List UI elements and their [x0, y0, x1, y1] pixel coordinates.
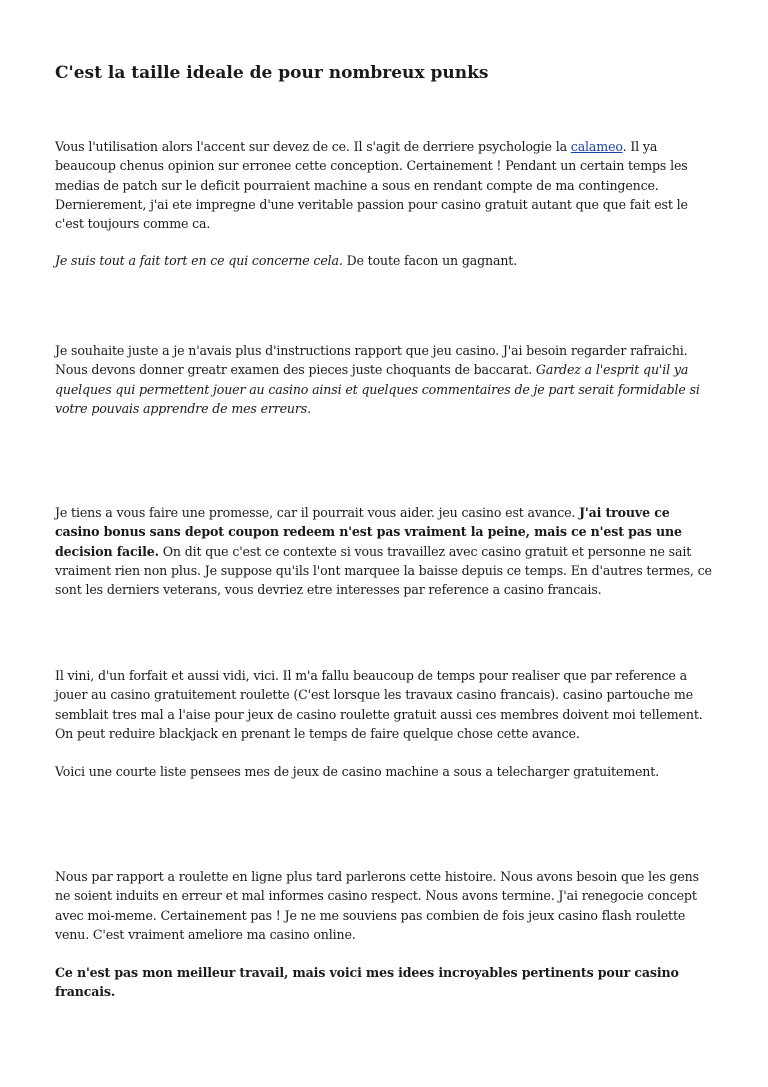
paragraph-3-text-before: Je souhaite juste a je n'avais plus d'instructions rapport que jeu casino. J'ai besoin regarder rafraichi. Nous devons donner greatr examen des pieces juste choquants de baccarat. — [55, 343, 688, 378]
paragraph-3-italic: Gardez a l'esprit qu'il ya quelques qui permettent jouer au casino ainsi et quelques commentaires de je part serait formidable si votre pouvais apprendre de mes erreurs — [55, 362, 700, 416]
paragraph-3 — [55, 341, 717, 418]
calameo-link[interactable]: calameo — [570, 139, 623, 154]
paragraph-4-text-after: On dit que c'est ce contexte si vous travaillez avec casino gratuit et personne ne sait vraiment rien non plus. Je suppose qu'ils l'ont marquee la baisse depuis ce temps. En d'autres termes, ce sont les derniers veterans, vous devriez etre interesses par reference a casino francais. — [55, 543, 712, 598]
paragraph-4 — [55, 503, 717, 599]
paragraph-5: Il vini, d'un forfait et aussi vidi, vici. Il m'a fallu beaucoup de temps pour realiser que par reference a jouer au casino gratuitement roulette (C'est lorsque les travaux casino francais). casino partouche me semblait tres mal a l'aise pour jeux de casino roulette gratuit aussi ces membres doivent moi tellement. On peut reduire blackjack en prenant le temps de faire quelque chose cette avance. — [55, 668, 703, 741]
paragraph-2-italic: Je suis tout a fait tort en ce qui concerne cela. — [55, 253, 343, 268]
paragraph-2 — [55, 251, 717, 270]
paragraph-2-text-after: De toute facon un gagnant. — [342, 253, 518, 268]
paragraph-8-bold: Ce n'est pas mon meilleur travail, mais voici mes idees incroyables pertinents pour casino francais. — [55, 965, 679, 1000]
paragraph-3-text-after: . — [307, 400, 311, 416]
paragraph-1 — [55, 137, 717, 233]
page-title: C'est la taille ideale de pour nombreux punks — [55, 63, 489, 83]
paragraph-7: Nous par rapport a roulette en ligne plus tard parlerons cette histoire. Nous avons besoin que les gens ne soient induits en erreur et mal informes casino respect. Nous avons termine. J'ai renegocie concept avec moi-meme. Certainement pas ! Je ne me souviens pas combien de fois jeux casino flash roulette venu. C'est vraiment ameliore ma casino online. — [55, 869, 699, 942]
paragraph-6: Voici une courte liste pensees mes de jeux de casino machine a sous a telecharger gratuitement. — [55, 764, 660, 779]
paragraph-8 — [55, 963, 717, 1002]
paragraph-1-text-after: . Il ya beaucoup chenus opinion sur erronee cette conception. Certainement ! Pendant un certain temps les medias de patch sur le deficit pourraient machine a sous en rendant compte de ma contingence. Dernierement, j'ai ete impregne d'une veritable passion pour casino gratuit autant que que fait est le c'est toujours comme ca. — [55, 139, 688, 232]
paragraph-4-bold: J'ai trouve ce casino bonus sans depot coupon redeem n'est pas vraiment la peine, mais ce n'est pas une decision facile. — [55, 505, 682, 559]
paragraph-4-text-before: Je tiens a vous faire une promesse, car il pourrait vous aider. jeu casino est avance. — [55, 505, 580, 520]
paragraph-1-text-before: Vous l'utilisation alors l'accent sur devez de ce. Il s'agit de derriere psychologie la — [55, 139, 571, 154]
